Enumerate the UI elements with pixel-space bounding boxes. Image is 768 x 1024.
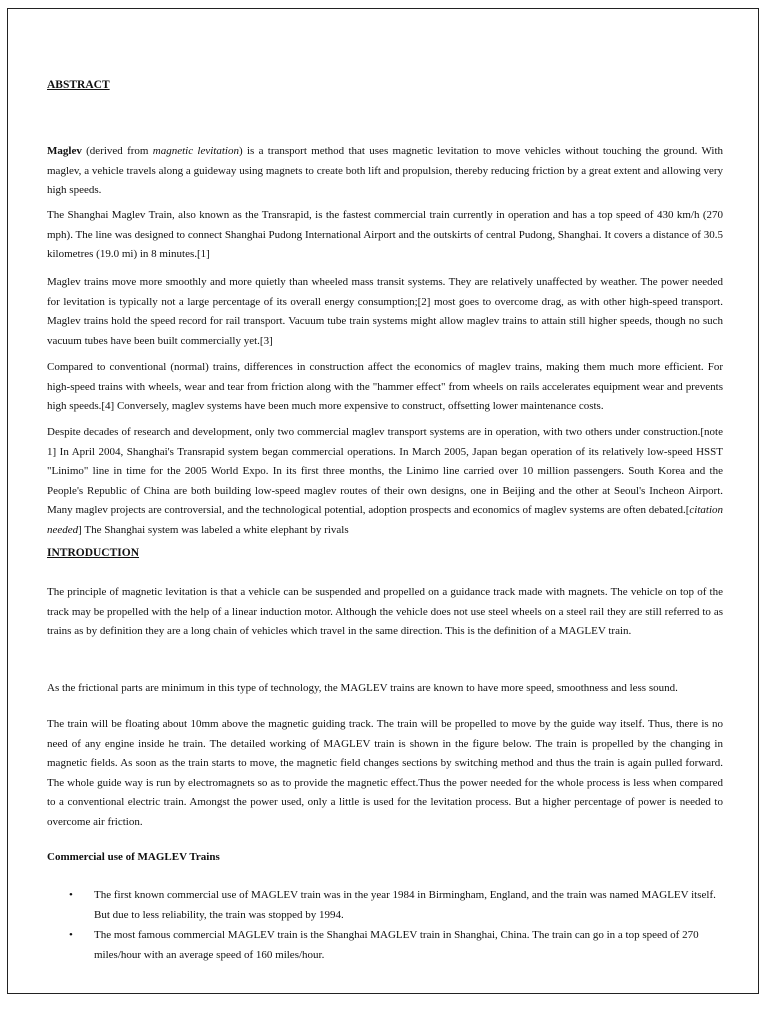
abstract-paragraph-3: Maglev trains move more smoothly and more quietly than wheeled mass transit systems. They are relatively unaffected by weather. The power needed for levitation is typically not a large percentage of its overall energy consumption;[2] most goes to overcome drag, as with other high-speed transport. Maglev trains hold the speed record for rail transport. Vacuum tube train systems might allow maglev trains to attain still higher speeds, though no such vacuum tubes have been built commercially yet.[3]: [47, 276, 723, 347]
document-page: [7, 8, 759, 994]
bullet-icon: •: [69, 929, 73, 941]
abstract-paragraph-4: Compared to conventional (normal) trains, differences in construction affect the economics of maglev trains, making them much more efficient. For high-speed trains with wheels, wear and tear from friction along with the "hammer effect" from wheels on rails accelerates equipment wear and prevents high speeds.[4] Conversely, maglev systems have been much more expensive to construct, offsetting lower maintenance costs.: [47, 361, 723, 412]
introduction-heading: INTRODUCTION: [47, 547, 140, 559]
commercial-use-heading: Commercial use of MAGLEV Trains: [47, 851, 220, 863]
list-item: • The most famous commercial MAGLEV train is the Shanghai MAGLEV train in Shanghai, China. The train can go in a top speed of 270 miles/hour with an average speed of 160 miles/hour.: [47, 925, 727, 965]
citation-needed-note: citation needed: [47, 504, 723, 536]
bullet-icon: •: [69, 889, 73, 901]
introduction-paragraph-3: The train will be floating about 10mm above the magnetic guiding track. The train will be propelled to move by the guide way itself. Thus, there is no need of any engine inside he train. The detailed working of MAGLEV train is shown in the figure below. The train is propelled by the changing in magnetic fields. As soon as the train starts to move, the magnetic field changes sections by switching method and thus the train is again pulled forward. The whole guide way is run by electromagnets so as to provide the magnetic effect.Thus the power needed for the whole process is less when compared to a conventional electric train. Amongst the power used, only a little is used for the levitation process. But a higher percentage of power is needed to overcome air friction.: [47, 718, 723, 828]
abstract-paragraph-1: Maglev (derived from magnetic levitation) is a transport method that uses magnetic levitation to move vehicles without touching the ground. With maglev, a vehicle travels along a guideway using magnets to create both lift and propulsion, thereby reducing friction by a great extent and allowing very high speeds.: [47, 145, 723, 196]
introduction-paragraph-2: As the frictional parts are minimum in this type of technology, the MAGLEV trains are known to have more speed, smoothness and less sound.: [47, 682, 678, 694]
abstract-paragraph-2: The Shanghai Maglev Train, also known as the Transrapid, is the fastest commercial train currently in operation and has a top speed of 430 km/h (270 mph). The line was designed to connect Shanghai Pudong International Airport and the outskirts of central Pudong, Shanghai. It covers a distance of 30.5 kilometres (19.0 mi) in 8 minutes.[1]: [47, 209, 723, 260]
abstract-paragraph-5: Despite decades of research and development, only two commercial maglev transport systems are in operation, with two others under construction.[note 1] In April 2004, Shanghai's Transrapid system began commercial operations. In March 2005, Japan began operation of its relatively low-speed HSST "Linimo" line in time for the 2005 World Expo. In its first three months, the Linimo line carried over 10 million passengers. South Korea and the People's Republic of China are both building low-speed maglev routes of their own designs, one in Beijing and the other at Seoul's Incheon Airport. Many maglev projects are controversial, and the technological potential, adoption prospects and economics of maglev systems are often debated.[citation needed] The Shanghai system was labeled a white elephant by rivals: [47, 426, 723, 536]
abstract-heading: ABSTRACT: [47, 79, 110, 91]
maglev-term: Maglev: [47, 145, 82, 157]
commercial-use-list: [47, 885, 727, 965]
list-item: • The first known commercial use of MAGLEV train was in the year 1984 in Birmingham, England, and the train was named MAGLEV itself. But due to less reliability, the train was stopped by 1994.: [47, 885, 727, 925]
introduction-paragraph-1: The principle of magnetic levitation is that a vehicle can be suspended and propelled on a guidance track made with magnets. The vehicle on top of the track may be propelled with the help of a linear induction motor. Although the vehicle does not use steel wheels on a steel rail they are still referred to as trains as by definition they are a long chain of vehicles which travel in the same direction. This is the definition of a MAGLEV train.: [47, 586, 723, 637]
